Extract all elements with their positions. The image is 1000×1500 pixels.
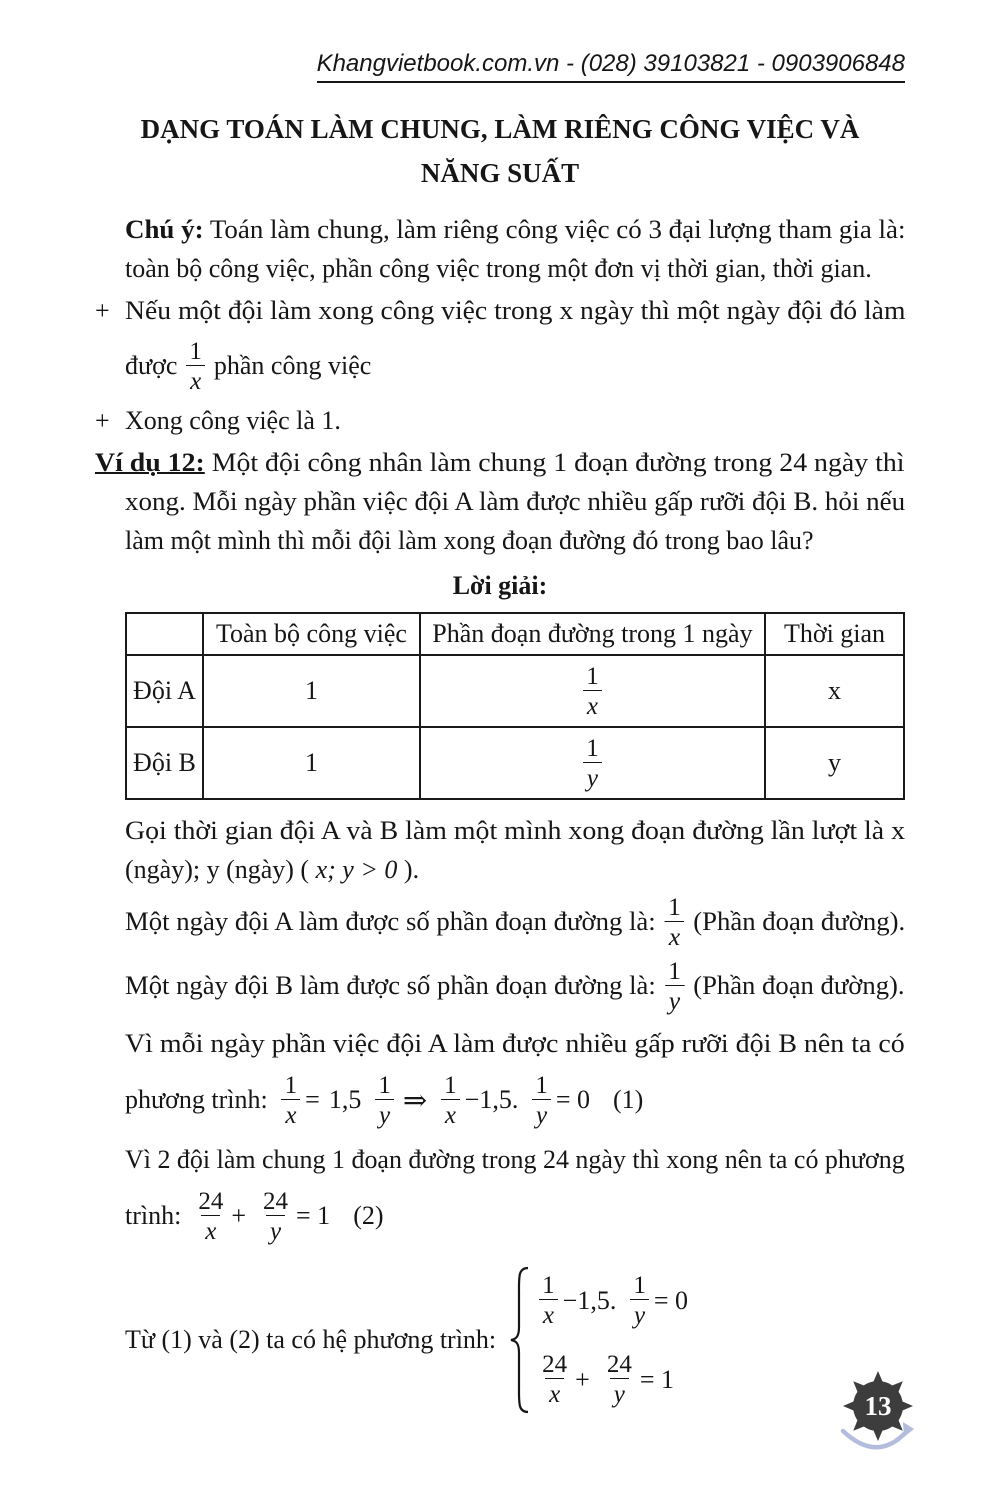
row-fraction-cell [420, 727, 765, 799]
fraction: $\frac{1}{y}$ [582, 735, 603, 792]
fraction: $\frac{1}{y}$ [531, 1072, 552, 1129]
bullet-marker: + [95, 296, 110, 325]
section-title [95, 107, 905, 195]
system-lines [534, 1272, 697, 1408]
bullet-2-line: Xong công việc là 1. [125, 406, 341, 435]
section-title-line2: NĂNG SUẤT [420, 158, 580, 188]
fraction: $\frac{1}{x}$ [582, 663, 603, 720]
system-line-2 [534, 1351, 697, 1408]
row-fraction-cell [420, 655, 765, 727]
note-text-line2: toàn bộ công việc, phần công việc trong một đơn vị thời gian, thời gian. [125, 254, 872, 283]
example-line2: xong. Mỗi ngày phần việc đội A làm được nhiều gấp rưỡi đội B. hỏi nếu [125, 487, 906, 516]
p1-line2-condition: x; y > 0 [315, 855, 398, 884]
minus-term: −1,5. [562, 1285, 617, 1315]
equation-1 [125, 1065, 905, 1135]
bullet-1-line1: Nếu một đội làm xong công việc trong x ngày thì một ngày đội đó làm [125, 296, 906, 325]
bullet-item-1 [95, 292, 905, 330]
bullet-2-text [125, 402, 905, 440]
bullet-1-fraction-line [125, 334, 905, 398]
page-content [95, 0, 905, 1415]
equals-zero: = 0 [555, 1085, 590, 1114]
row-total: 1 [203, 655, 420, 727]
table-header-time: Thời gian [765, 613, 904, 655]
fraction: $\frac{1}{y}$ [664, 958, 685, 1015]
team-a-rate-post: (Phần đoạn đường). [693, 907, 906, 936]
note-lead: Chú ý: [125, 215, 204, 244]
equals-sign: = [305, 1085, 320, 1114]
running-header [95, 50, 905, 83]
eq2-lead: trình: [125, 1201, 182, 1230]
equals-one: = 1 [296, 1201, 331, 1230]
fraction: $\frac{24}{x}$ [198, 1187, 224, 1245]
solution-p3-line: Vì 2 đội làm chung 1 đoạn đường trong 24 ngày thì xong nên ta có phương [125, 1145, 905, 1174]
fraction: $\frac{24}{y}$ [606, 1351, 632, 1408]
table-header-row [126, 613, 904, 655]
example-paragraph-line1 [95, 444, 905, 482]
fraction: $\frac{1}{x}$ [440, 1072, 461, 1129]
minus-term: −1,5. [464, 1085, 519, 1114]
row-label: Đội A [126, 655, 203, 727]
equation-2 [125, 1181, 905, 1251]
note-paragraph-line2 [125, 250, 905, 288]
bullet-1-post: phần công việc [213, 351, 372, 380]
fraction: $\frac{24}{y}$ [263, 1187, 289, 1245]
table-row [126, 727, 904, 799]
row-total: 1 [203, 727, 420, 799]
table-header-per-day: Phần đoạn đường trong 1 ngày [420, 613, 765, 655]
example-line1: Một đội công nhân làm chung 1 đoạn đường trong 24 ngày thì [204, 448, 905, 477]
table-header-total-work: Toàn bộ công việc [203, 613, 420, 655]
note-paragraph-line1 [125, 211, 905, 249]
section-title-line1: DẠNG TOÁN LÀM CHUNG, LÀM RIÊNG CÔNG VIỆC VÀ [140, 114, 860, 144]
page-number: 13 [864, 1391, 892, 1421]
note-text-line1: Toán làm chung, làm riêng công việc có 3 đại lượng tham gia là: [203, 215, 906, 244]
equals-one: = 1 [639, 1364, 675, 1394]
solution-heading: Lời giải: [452, 571, 548, 600]
row-time: x [765, 655, 904, 727]
page-number-badge [836, 1368, 920, 1473]
running-header-text: Khangvietbook.com.vn - (028) 39103821 - 0903906848 [317, 50, 905, 83]
system-line-1 [534, 1272, 697, 1329]
equation-2-label: (2) [353, 1201, 384, 1230]
solution-p1-line1: Gọi thời gian đội A và B làm một mình xong đoạn đường lần lượt là x [125, 816, 906, 845]
fraction: $\frac{1}{x}$ [664, 894, 685, 951]
page-badge-graphic [836, 1368, 920, 1468]
team-b-rate-post: (Phần đoạn đường). [693, 971, 905, 1000]
coefficient: 1,5 [328, 1085, 362, 1114]
example-paragraph-line3 [125, 522, 905, 560]
fraction: $\frac{1}{x}$ [185, 338, 206, 395]
fraction: $\frac{1}{y}$ [629, 1272, 650, 1329]
fraction: $\frac{24}{x}$ [542, 1351, 568, 1408]
solution-p1-line2 [125, 851, 905, 889]
equals-zero: = 0 [653, 1285, 689, 1315]
solution-p2-line: Vì mỗi ngày phần việc đội A làm được nhiều gấp rưỡi đội B nên ta có [125, 1029, 905, 1058]
equation-system [125, 1265, 905, 1415]
system-lead: Từ (1) và (2) ta có hệ phương trình: [125, 1325, 497, 1354]
example-paragraph-line2 [125, 483, 905, 521]
table-header-empty [126, 613, 203, 655]
bullet-marker: + [95, 406, 110, 435]
row-label: Đội B [126, 727, 203, 799]
team-b-rate-pre: Một ngày đội B làm được số phần đoạn đường là: [125, 971, 656, 1000]
example-lead: Ví dụ 12: [95, 448, 205, 477]
table-row [126, 655, 904, 727]
solution-team-a-rate-line [125, 891, 905, 953]
bullet-item-2 [95, 402, 905, 440]
fraction: $\frac{1}{x}$ [281, 1072, 302, 1129]
example-line3: làm một mình thì mỗi đội làm xong đoạn đường đó trong bao lâu? [125, 526, 814, 555]
fraction: $\frac{1}{x}$ [538, 1272, 559, 1329]
team-a-rate-pre: Một ngày đội A làm được số phần đoạn đường là: [125, 907, 656, 936]
work-table [125, 612, 905, 800]
plus-sign: + [575, 1364, 590, 1394]
p1-line2-pre: (ngày); y (ngày) ( [125, 855, 316, 884]
implies-arrow: ⇒ [402, 1084, 428, 1117]
bullet-1-pre: được [125, 351, 178, 380]
eq1-lead: phương trình: [125, 1085, 268, 1114]
arc-arrowhead [903, 1422, 914, 1437]
equation-1-label: (1) [613, 1085, 644, 1114]
p1-line2-post: ). [397, 855, 420, 884]
solution-team-b-rate-line [125, 955, 905, 1017]
fraction: $\frac{1}{y}$ [374, 1072, 395, 1129]
bullet-1-text [125, 292, 905, 330]
plus-sign: + [231, 1201, 247, 1230]
row-time: y [765, 727, 904, 799]
system-brace [508, 1265, 530, 1415]
